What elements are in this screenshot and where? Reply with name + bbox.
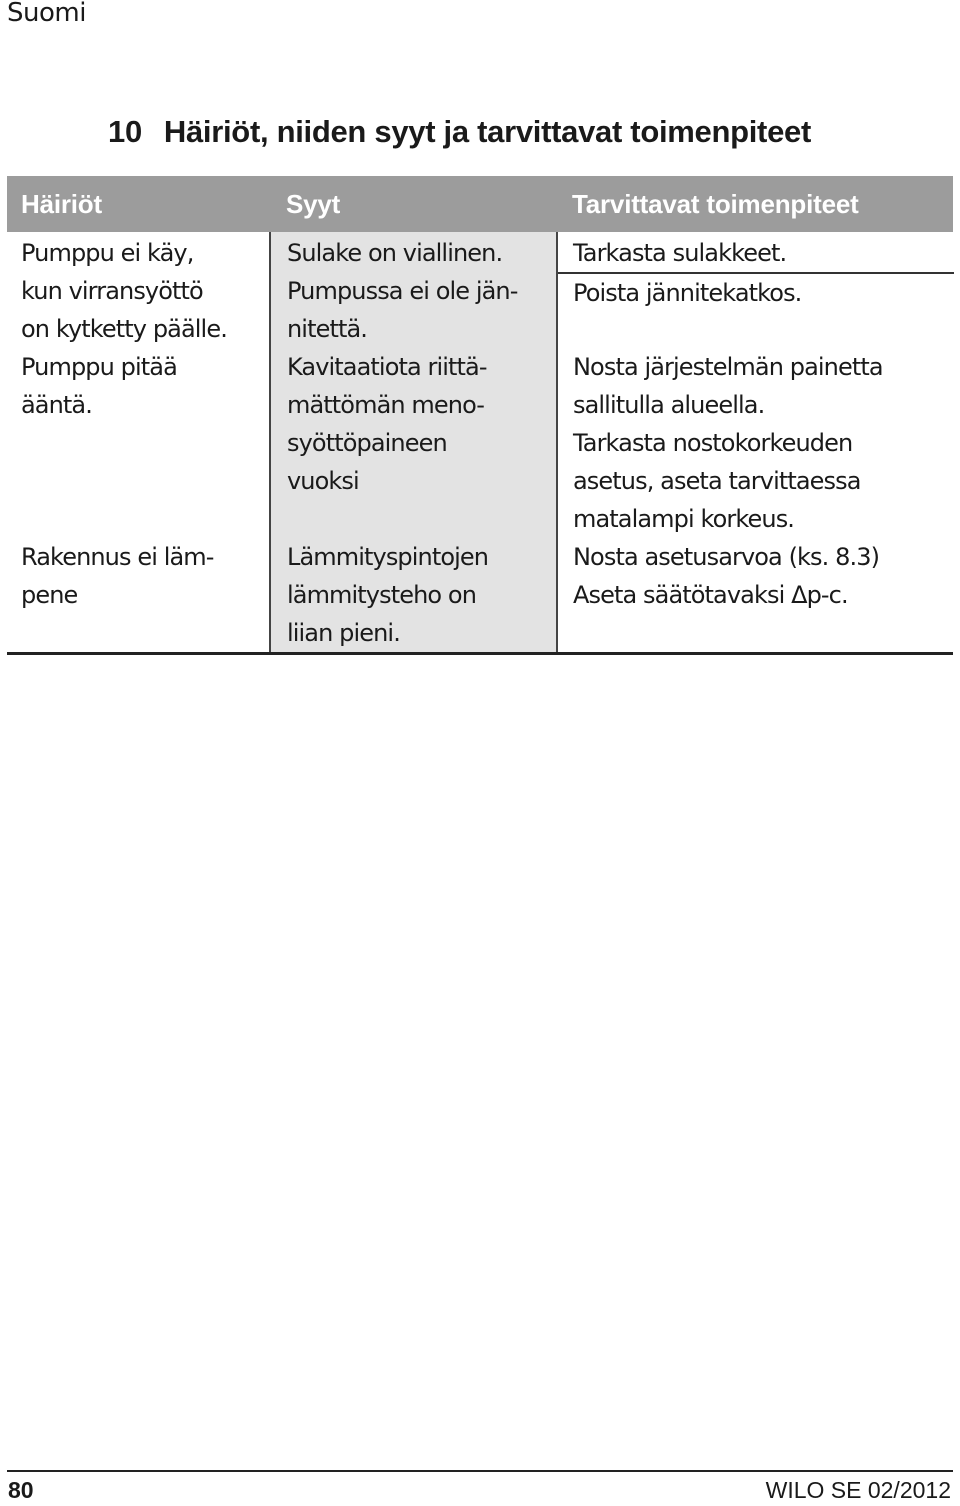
fault-text: Pumppu pitää: [21, 353, 177, 381]
cause-text: Sulake on viallinen.: [287, 239, 503, 267]
remedy-text: Nosta asetusarvoa (ks. 8.3): [573, 543, 880, 571]
cause-cell: [270, 232, 557, 348]
cause-cell: [270, 348, 557, 538]
cause-text: lämmitysteho on: [287, 581, 477, 609]
fault-text: Rakennus ei läm-: [21, 543, 214, 571]
cause-text: nitettä.: [287, 315, 368, 343]
cause-text: Lämmityspintojen: [287, 543, 489, 571]
cause-text: Pumpussa ei ole jän-: [287, 277, 518, 305]
page-number: 80: [8, 1477, 34, 1503]
fault-text: ääntä.: [21, 391, 92, 419]
language-label: Suomi: [7, 0, 86, 28]
cause-text: Kavitaatiota riittä-: [287, 353, 487, 381]
remedy-text: Tarkasta nostokorkeuden: [573, 429, 853, 457]
section-heading: [108, 112, 811, 152]
remedy-text: matalampi korkeus.: [573, 505, 795, 533]
header-causes: Syyt: [270, 176, 557, 232]
remedy-subrow: [558, 272, 954, 312]
remedy-text: sallitulla alueella.: [573, 391, 765, 419]
table-row: [7, 232, 953, 348]
remedy-cell: [557, 348, 953, 538]
remedy-text: Tarkasta sulakkeet.: [573, 239, 787, 267]
header-remedies: Tarvittavat toimenpiteet: [557, 176, 953, 232]
remedy-text: asetus, aseta tarvittaessa: [573, 467, 861, 495]
section-title: Häiriöt, niiden syyt ja tarvittavat toimenpiteet: [163, 114, 811, 149]
fault-table: [7, 176, 953, 655]
section-number: 10: [108, 114, 142, 149]
cause-text: syöttöpaineen: [287, 429, 447, 457]
remedy-text: Aseta säätötavaksi Δp-c.: [573, 581, 848, 609]
remedy-text: Nosta järjestelmän painetta: [573, 353, 883, 381]
fault-text: Pumppu ei käy,: [21, 239, 194, 267]
document-id: WILO SE 02/2012: [765, 1477, 951, 1503]
remedy-text: Poista jännitekatkos.: [573, 279, 802, 307]
remedy-cell: [557, 232, 953, 348]
cause-text: vuoksi: [287, 467, 359, 495]
fault-cell: [7, 232, 270, 348]
table-row: [7, 538, 953, 654]
cause-cell: [270, 538, 557, 654]
fault-text: kun virransyöttö: [21, 277, 203, 305]
cause-text: liian pieni.: [287, 619, 400, 647]
table-row: [7, 348, 953, 538]
cause-text: mättömän meno-: [287, 391, 485, 419]
table-header-row: [7, 176, 953, 232]
fault-text: on kytketty päälle.: [21, 315, 227, 343]
fault-cell: [7, 348, 270, 538]
header-faults: Häiriöt: [7, 176, 270, 232]
fault-cell: [7, 538, 270, 654]
footer-divider: [7, 1470, 953, 1472]
remedy-cell: [557, 538, 953, 654]
fault-text: pene: [21, 581, 78, 609]
